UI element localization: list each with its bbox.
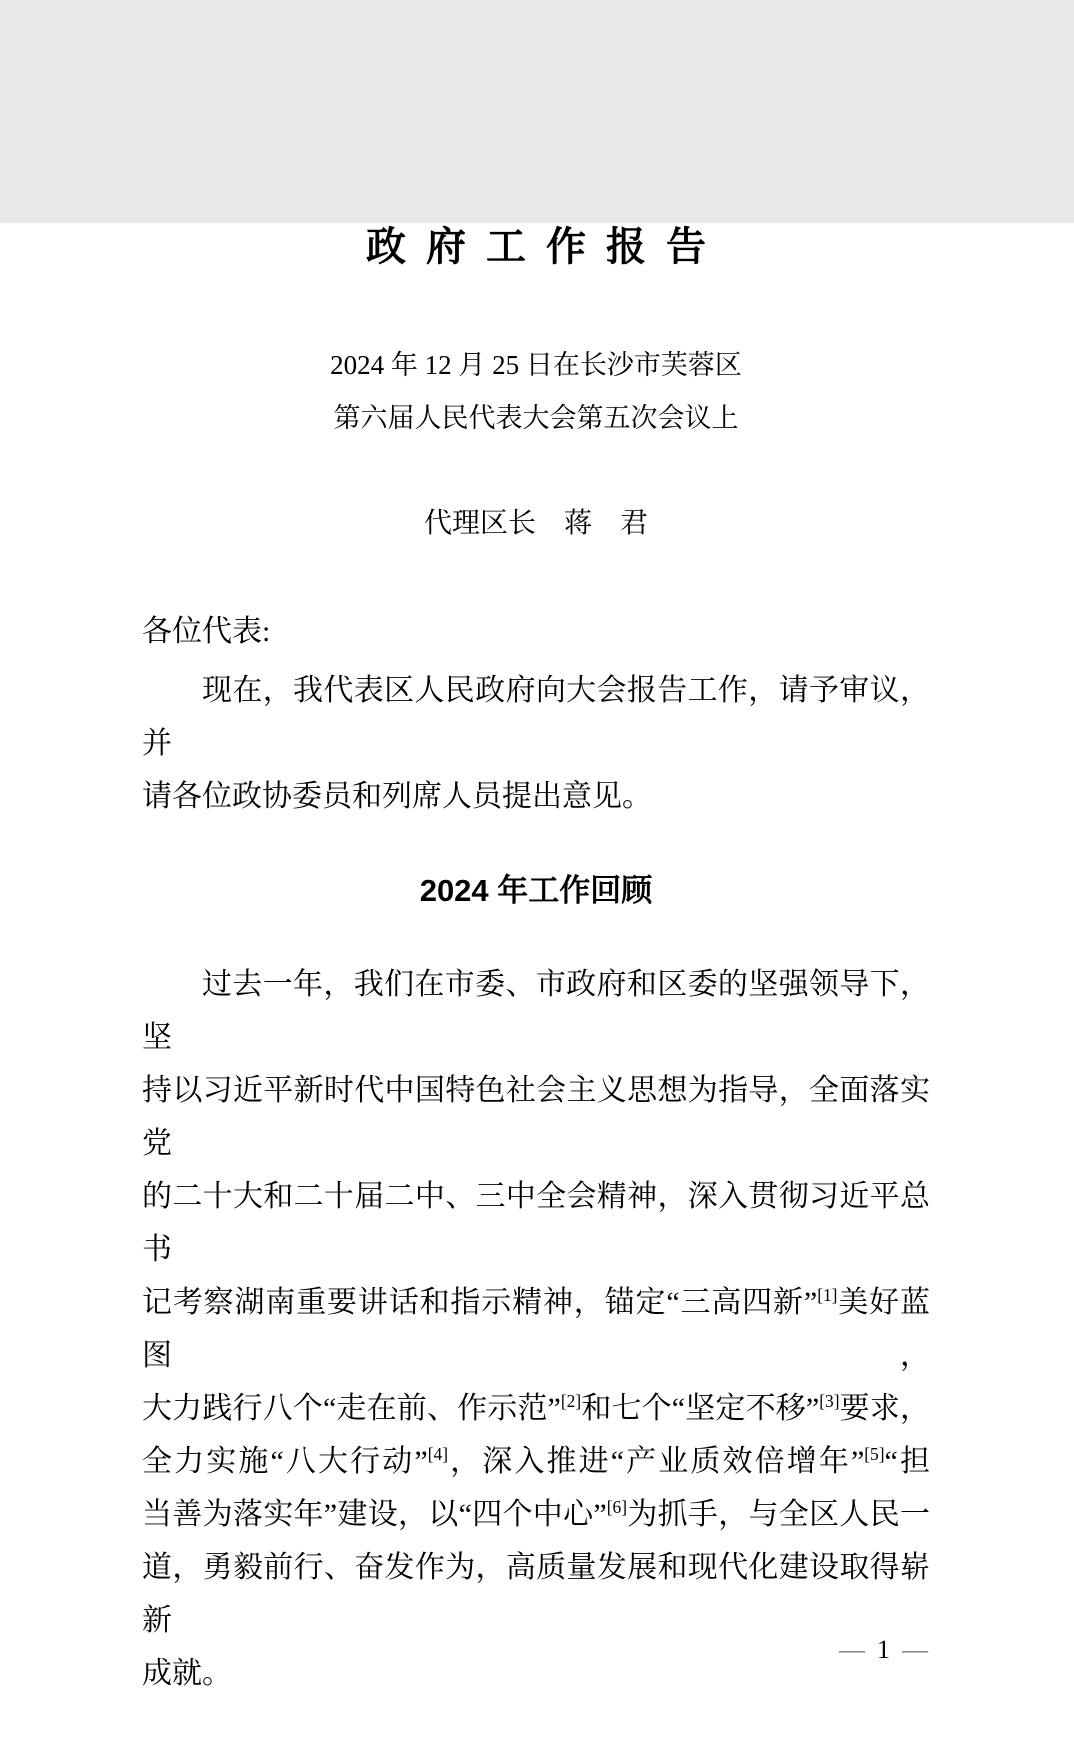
meeting-session-line: 第六届人民代表大会第五次会议上 — [333, 403, 739, 433]
footnote-marker: [5] — [864, 1444, 885, 1464]
meeting-subtitle — [142, 339, 930, 445]
text-line: 当善为落实年”建设，以“四个中心”[6]为抓手，与全区人民一 — [142, 1497, 931, 1531]
page-number — [839, 1635, 930, 1665]
text-line: 成就。 — [142, 1657, 232, 1690]
page-number-dash-right: — — [902, 1635, 930, 1664]
text-line: 大力践行八个“走在前、作示范”[2]和七个“坚定不移”[3]要求， — [142, 1391, 930, 1425]
review-paragraph — [142, 958, 930, 1700]
footnote-marker: [6] — [606, 1497, 628, 1517]
page-number-dash-left: — — [839, 1635, 867, 1664]
salutation: 各位代表: — [142, 615, 271, 648]
text-line: 道，勇毅前行、奋发作为，高质量发展和现代化建设取得崭新 — [142, 1551, 930, 1637]
document-page — [0, 223, 1074, 1743]
text-line: 现在，我代表区人民政府向大会报告工作，请予审议，并 — [142, 674, 930, 760]
footnote-marker: [4] — [427, 1444, 448, 1464]
text-line: 持以习近平新时代中国特色社会主义思想为指导，全面落实党 — [142, 1074, 930, 1160]
opening-paragraph — [142, 664, 930, 823]
footnote-marker: [3] — [819, 1391, 840, 1411]
meeting-date-line: 2024 年 12 月 25 日在长沙市芙蓉区 — [330, 350, 742, 380]
speaker-line: 代理区长 蒋 君 — [423, 508, 648, 539]
text-line: 记考察湖南重要讲话和指示精神，锚定“三高四新”[1]美好蓝图， — [142, 1285, 930, 1372]
footnote-marker: [2] — [560, 1391, 582, 1411]
section-heading: 2024 年工作回顾 — [419, 873, 653, 908]
footnote-marker: [1] — [817, 1285, 838, 1305]
text-line: 过去一年，我们在市委、市政府和区委的坚强领导下，坚 — [142, 968, 930, 1054]
text-line: 全力实施“八大行动”[4]，深入推进“产业质效倍增年”[5]“担 — [142, 1444, 930, 1478]
text-line: 的二十大和二十届二中、三中全会精神，深入贯彻习近平总书 — [142, 1180, 930, 1266]
text-line: 请各位政协委员和列席人员提出意见。 — [142, 780, 652, 813]
page-number-value: 1 — [877, 1635, 892, 1664]
document-title: 政府工作报告 — [366, 224, 726, 269]
